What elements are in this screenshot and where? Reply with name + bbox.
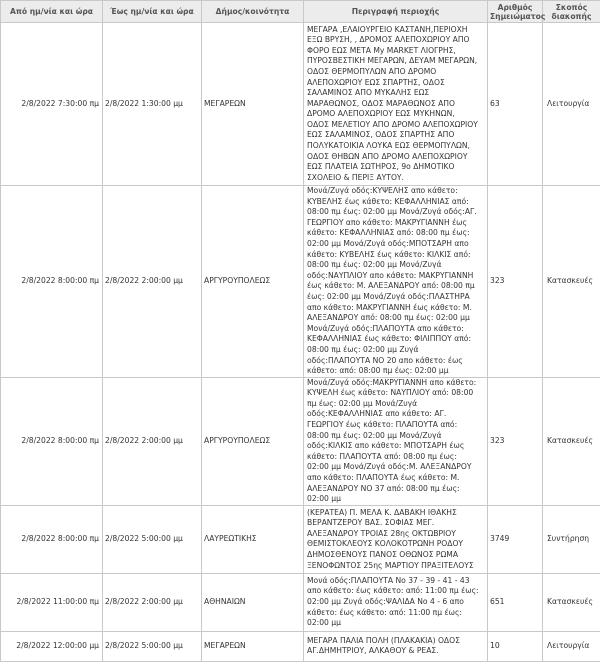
table-row: [1, 23, 600, 186]
to-cell: 2/8/2022 2:00:00 μμ: [103, 377, 202, 505]
from-cell: 2/8/2022 12:00:00 μμ: [1, 631, 103, 661]
from-cell: 2/8/2022 11:00:00 πμ: [1, 573, 103, 631]
table-row: [1, 186, 600, 378]
to-cell: 2/8/2022 2:00:00 μμ: [103, 573, 202, 631]
table-header-row: [1, 1, 600, 23]
note-number-cell: 323: [488, 377, 543, 505]
purpose-cell: Λειτουργία: [543, 23, 600, 186]
table-row: [1, 377, 600, 505]
purpose-cell: Κατασκευές: [543, 573, 600, 631]
from-cell: 2/8/2022 8:00:00 πμ: [1, 186, 103, 378]
header-note-number[interactable]: Αριθμός Σημειώματος: [488, 1, 543, 23]
header-purpose[interactable]: Σκοπός διακοπής: [543, 1, 600, 23]
to-cell: 2/8/2022 2:00:00 μμ: [103, 186, 202, 378]
description-cell: Μονά οδός:ΠΛΑΠΟΥΤΑ Νο 37 - 39 - 41 - 43 απο κάθετο: έως κάθετο: από: 11:00 πμ έως: 02:00 μμ Ζυγά οδός:ΨΑΛΙΔΑ Νο 4 - 6 απο κάθετο: έως κάθετο: από: 11:00 πμ έως: 02:00 μμ: [304, 573, 488, 631]
municipality-cell: ΑΡΓΥΡΟΥΠΟΛΕΩΣ: [202, 186, 304, 378]
header-to[interactable]: Έως ημ/νία και ώρα: [103, 1, 202, 23]
description-cell: ΜΕΓΑΡΑ ΠΑΛΙΑ ΠΟΛΗ (ΠΛΑΚΑΚΙΑ) ΟΔΟΣ ΑΓ.ΔΗΜΗΤΡΙΟΥ, ΑΛΚΑΘΟΥ & ΡΕΑΣ.: [304, 631, 488, 661]
municipality-cell: ΑΡΓΥΡΟΥΠΟΛΕΩΣ: [202, 377, 304, 505]
table-row: [1, 573, 600, 631]
from-cell: 2/8/2022 8:00:00 πμ: [1, 505, 103, 573]
municipality-cell: ΛΑΥΡΕΩΤΙΚΗΣ: [202, 505, 304, 573]
description-cell: ΜΕΓΑΡΑ ,ΕΛΑΙΟΥΡΓΕΙΟ ΚΑΣΤΑΝΗ,ΠΕΡΙΟΧΗ ΕΞΩ ΒΡΥΣΗ, , ΔΡΟΜΟΣ ΑΛΕΠΟΧΩΡΙΟΥ ΑΠΟ ΦΟΡΟ ΕΩΣ ΜΕΤΑ My MARKET ΛΙΟΓΡΗΣ, ΠΥΡΟΣΒΕΣΤΙΚΗ ΜΕΓΑΡΩΝ, ΔΕΥΑΜ ΜΕΓΑΡΩΝ, ΟΔΟΣ ΘΕΡΜΟΠΥΛΩΝ ΑΠΟ ΔΡΟΜΟ ΑΛΕΠΟΧΩΡΙΟΥ ΕΩΣ ΣΠΑΡΤΗΣ, ΟΔΟΣ ΣΑΛΑΜΙΝΟΣ ΑΠΟ ΜΥΚΑΛΗΣ ΕΩΣ ΜΑΡΑΘΩΝΟΣ, ΟΔΟΣ ΜΑΡΑΘΩΝΟΣ ΑΠΟ ΔΡΟΜΟ ΑΛΕΠΟΧΩΡΙΟΥ ΕΩΣ ΜΥΚΗΝΩΝ, ΟΔΟΣ ΜΕΛΕΤΙΟΥ ΑΠΟ ΔΡΟΜΟ ΑΛΕΠΟΧΩΡΙΟΥ ΕΩΣ ΣΑΛΑΜΙΝΟΣ, ΟΔΟΣ ΣΠΑΡΤΗΣ ΑΠΟ ΠΟΛΥΚΑΤΟΙΚΙΑ ΛΟΥΚΑ ΕΩΣ ΘΕΡΜΟΠΥΛΩΝ, ΟΔΟΣ ΘΗΒΩΝ ΑΠΟ ΔΡΟΜΟ ΑΛΕΠΟΧΩΡΙΟΥ ΕΩΣ ΠΛΑΤΕΙΑ ΣΩΤΗΡΟΣ, 9ο ΔΗΜΟΤΙΚΟ ΣΧΟΛΕΙΟ & ΠΕΡΙΞ ΑΥΤΟΥ.: [304, 23, 488, 186]
to-cell: 2/8/2022 5:00:00 μμ: [103, 631, 202, 661]
header-municipality[interactable]: Δήμος/κοινότητα: [202, 1, 304, 23]
description-cell: (ΚΕΡΑΤΕΑ) Π. ΜΕΛΑ Κ. ΔΑΒΑΚΗ ΙΘΑΚΗΣ ΒΕΡΑΝΤΖΕΡΟΥ ΒΑΣ. ΣΟΦΙΑΣ ΜΕΓ. ΑΛΕΞΑΝΔΡΟΥ ΤΡΟΙΑΣ 28ης ΟΚΤΩΒΡΙΟΥ ΘΕΜΙΣΤΟΚΛΕΟΥΣ ΚΟΛΟΚΟΤΡΩΝΗ ΡΟΔΟΥ ΔΗΜΟΣΘΕΝΟΥΣ ΠΑΝΟΣ ΟΘΩΝΟΣ ΡΩΜΑ ΞΕΝΟΦΩΝΤΟΣ 25ης ΜΑΡΤΙΟΥ ΠΡΑΞΙΤΕΛΟΥΣ: [304, 505, 488, 573]
municipality-cell: ΑΘΗΝΑΙΩΝ: [202, 573, 304, 631]
municipality-cell: ΜΕΓΑΡΕΩΝ: [202, 23, 304, 186]
note-number-cell: 63: [488, 23, 543, 186]
purpose-cell: Κατασκευές: [543, 186, 600, 378]
municipality-cell: ΜΕΓΑΡΕΩΝ: [202, 631, 304, 661]
description-cell: Μονά/Ζυγά οδός:ΚΥΨΕΛΗΣ απο κάθετο: ΚΥΒΕΛΗΣ έως κάθετο: ΚΕΦΑΛΛΗΝΙΑΣ από: 08:00 πμ έως: 02:00 μμ Μονά/Ζυγά οδός:ΑΓ. ΓΕΩΡΓΙΟΥ απο κάθετο: ΜΑΚΡΥΓΙΑΝΝΗ έως κάθετο: ΚΕΦΑΛΛΗΝΙΑΣ από: 08:00 πμ έως: 02:00 μμ Μονά/Ζυγά οδός:ΜΠΟΤΣΑΡΗ απο κάθετο: ΚΥΒΕΛΗΣ έως κάθετο: ΚΙΛΚΙΣ από: 08:00 πμ έως: 02:00 μμ Μονά/Ζυγά οδός:ΝΑΥΠΛΙΟΥ απο κάθετο: ΜΑΚΡΥΓΙΑΝΝΗ έως κάθετο: Μ. ΑΛΕΞΑΝΔΡΟΥ από: 08:00 πμ έως: 02:00 μμ Μονά/Ζυγά οδός:ΠΛΑΣΤΗΡΑ απο κάθετο: ΜΑΚΡΥΓΙΑΝΝΗ έως κάθετο: Μ. ΑΛΕΞΑΝΔΡΟΥ από: 08:00 πμ έως: 02:00 μμ Μονά/Ζυγά οδός:ΠΛΑΠΟΥΤΑ απο κάθετο: ΚΕΦΑΛΛΗΝΙΑΣ έως κάθετο: ΦΙΛΙΠΠΟΥ από: 08:00 πμ έως: 02:00 μμ Ζυγά οδός:ΠΛΑΠΟΥΤΑ ΝΟ 20 απο κάθετο: έως κάθετο: από: 08:00 πμ έως: 02:00 μμ: [304, 186, 488, 378]
description-cell: Μονά/Ζυγά οδός:ΜΑΚΡΥΓΙΑΝΝΗ απο κάθετο: ΚΥΨΕΛΗ έως κάθετο: ΝΑΥΠΛΙΟΥ από: 08:00 πμ έως: 02:00 μμ Μονά/Ζυγά οδός:ΚΕΦΑΛΛΗΝΙΑΣ απο κάθετο: ΑΓ. ΓΕΩΡΓΙΟΥ έως κάθετο: ΠΛΑΠΟΥΤΑ από: 08:00 πμ έως: 02:00 μμ Μονά/Ζυγά οδός:ΚΙΛΚΙΣ απο κάθετο: ΜΠΟΤΣΑΡΗ έως κάθετο: ΠΛΑΠΟΥΤΑ από: 08:00 πμ έως: 02:00 μμ Μονά/Ζυγά οδός:Μ. ΑΛΕΞΑΝΔΡΟΥ απο κάθετο: ΠΛΑΠΟΥΤΑ έως κάθετο: Μ. ΑΛΕΞΑΝΔΡΟΥ ΝΟ 37 από: 08:00 πμ έως: 02:00 μμ: [304, 377, 488, 505]
purpose-cell: Κατασκευές: [543, 377, 600, 505]
note-number-cell: 323: [488, 186, 543, 378]
purpose-cell: Συντήρηση: [543, 505, 600, 573]
to-cell: 2/8/2022 5:00:00 μμ: [103, 505, 202, 573]
to-cell: 2/8/2022 1:30:00 μμ: [103, 23, 202, 186]
from-cell: 2/8/2022 8:00:00 πμ: [1, 377, 103, 505]
header-description[interactable]: Περιγραφή περιοχής: [304, 1, 488, 23]
header-from[interactable]: Από ημ/νία και ώρα: [1, 1, 103, 23]
purpose-cell: Λειτουργία: [543, 631, 600, 661]
note-number-cell: 10: [488, 631, 543, 661]
table-row: [1, 505, 600, 573]
table-row: [1, 631, 600, 661]
note-number-cell: 651: [488, 573, 543, 631]
from-cell: 2/8/2022 7:30:00 πμ: [1, 23, 103, 186]
note-number-cell: 3749: [488, 505, 543, 573]
